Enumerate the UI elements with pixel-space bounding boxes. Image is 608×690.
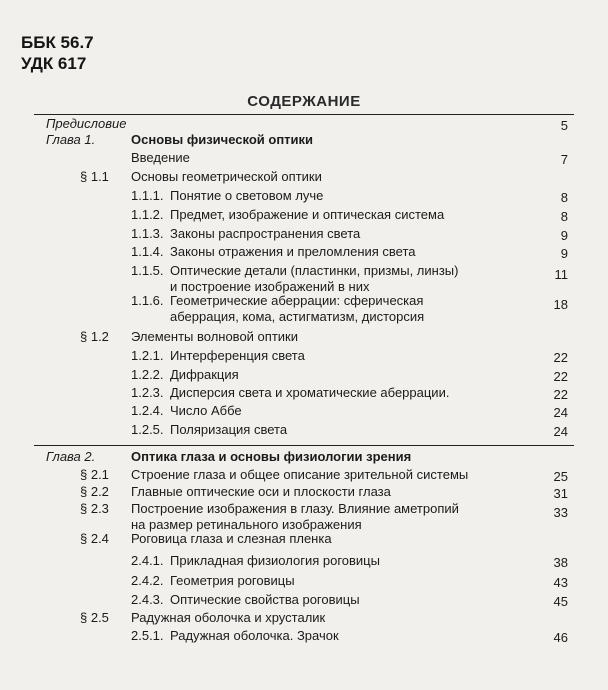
toc-entry-title: Дисперсия света и хроматические аберрации.: [170, 385, 450, 400]
toc-entry-title: Введение: [131, 150, 190, 165]
toc-chapter-label: Глава 1.: [46, 132, 96, 147]
toc-subsection-number: 1.1.1.: [131, 188, 164, 203]
toc-entry-title: Прикладная физиология роговицы: [170, 553, 380, 568]
toc-page-number: 45: [553, 594, 568, 609]
contents-title: СОДЕРЖАНИЕ: [247, 93, 361, 110]
toc-subsection-number: 1.1.3.: [131, 226, 164, 241]
toc-subsection-number: 1.2.3.: [131, 385, 164, 400]
udk-code: УДК 617: [21, 54, 87, 73]
toc-entry-title: Законы отражения и преломления света: [170, 244, 416, 259]
toc-entry-title: Оптические детали (пластинки, призмы, линзы) и построение изображений в них: [170, 263, 459, 294]
toc-section-number: § 2.1: [80, 467, 109, 482]
top-rule: [34, 114, 574, 115]
toc-entry-title: Предмет, изображение и оптическая система: [170, 207, 445, 222]
toc-page-number: 9: [560, 228, 568, 243]
toc-entry-title: Элементы волновой оптики: [131, 329, 298, 344]
toc-subsection-number: 1.2.1.: [131, 348, 164, 363]
toc-subsection-number: 2.4.3.: [131, 592, 164, 607]
toc-page-number: 33: [553, 505, 568, 520]
toc-entry-title: Геометрические аберрации: сферическая аберрация, кома, астигматизм, дисторсия: [170, 293, 425, 324]
toc-subsection-number: 1.2.5.: [131, 422, 164, 437]
toc-entry-title: Радужная оболочка. Зрачок: [170, 628, 339, 643]
toc-entry-title: Оптические свойства роговицы: [170, 592, 360, 607]
toc-page-number: 43: [553, 575, 568, 590]
toc-entry-title: Число Аббе: [170, 403, 242, 418]
toc-entry-title: Построение изображения в глазу. Влияние аметропий на размер ретинального изображения: [131, 501, 459, 532]
toc-page-number: 31: [553, 486, 568, 501]
toc-chapter-label: Предисловие: [46, 116, 127, 131]
toc-entry-title: Оптика глаза и основы физиологии зрения: [131, 449, 412, 464]
toc-entry-title: Радужная оболочка и хрусталик: [131, 610, 326, 625]
toc-entry-title: Геометрия роговицы: [170, 573, 295, 588]
toc-page-number: 46: [553, 630, 568, 645]
toc-entry-title: Роговица глаза и слезная пленка: [131, 531, 332, 546]
toc-subsection-number: 1.1.2.: [131, 207, 164, 222]
toc-entry-title: Поляризация света: [170, 422, 288, 437]
toc-page-number: 22: [553, 369, 568, 384]
toc-subsection-number: 1.1.5.: [131, 263, 164, 278]
toc-subsection-number: 1.2.4.: [131, 403, 164, 418]
toc-entry-title: Основы геометрической оптики: [131, 169, 322, 184]
toc-section-number: § 1.2: [80, 329, 109, 344]
classification-codes: [21, 32, 94, 74]
toc-entry-title: Законы распространения света: [170, 226, 361, 241]
chapter2-rule: [34, 445, 574, 446]
toc-section-number: § 2.5: [80, 610, 109, 625]
toc-page-number: 11: [554, 267, 568, 282]
toc-chapter-label: Глава 2.: [46, 449, 96, 464]
toc-section-number: § 2.3: [80, 501, 109, 516]
toc-entry-title: Понятие о световом луче: [170, 188, 324, 203]
toc-subsection-number: 2.4.2.: [131, 573, 164, 588]
toc-page-number: 18: [553, 297, 568, 312]
toc-section-number: § 1.1: [80, 169, 109, 184]
toc-entry-title: Главные оптические оси и плоскости глаза: [131, 484, 391, 499]
toc-page-number: 24: [553, 405, 568, 420]
toc-section-number: § 2.4: [80, 531, 109, 546]
toc-entry-title: Основы физической оптики: [131, 132, 314, 147]
toc-section-number: § 2.2: [80, 484, 109, 499]
toc-page-number: 9: [560, 246, 568, 261]
toc-entry-title: Интерференция света: [170, 348, 305, 363]
toc-page-number: 22: [553, 350, 568, 365]
toc-page-number: 7: [560, 152, 568, 167]
toc-subsection-number: 1.1.6.: [131, 293, 164, 308]
toc-page-number: 24: [553, 424, 568, 439]
toc-page-number: 22: [553, 387, 568, 402]
toc-subsection-number: 2.4.1.: [131, 553, 164, 568]
toc-entry-title: Строение глаза и общее описание зрительной системы: [131, 467, 469, 482]
toc-page-number: 38: [553, 555, 568, 570]
toc-subsection-number: 2.5.1.: [131, 628, 164, 643]
toc-entry-title: Дифракция: [170, 367, 239, 382]
toc-page-number: 25: [553, 469, 568, 484]
toc-subsection-number: 1.1.4.: [131, 244, 164, 259]
toc-page-number: 8: [560, 209, 568, 224]
toc-subsection-number: 1.2.2.: [131, 367, 164, 382]
bbk-code: ББК 56.7: [21, 33, 94, 52]
toc-page-number: 5: [560, 118, 568, 133]
toc-page-number: 8: [560, 190, 568, 205]
